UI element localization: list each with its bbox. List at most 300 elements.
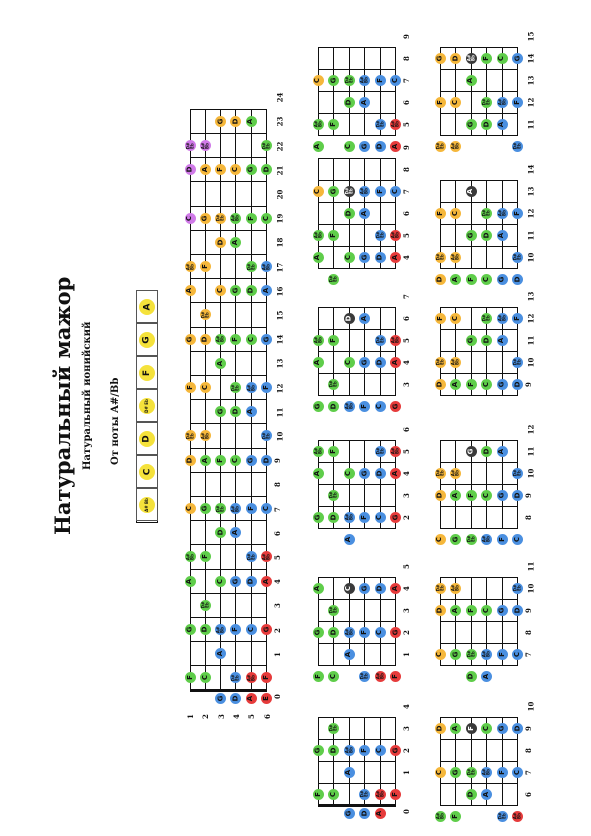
fret-number (401, 469, 411, 478)
fret-number (401, 54, 411, 63)
fret-number-text: 8 (401, 56, 411, 61)
fret-line (190, 665, 267, 666)
note-dot (359, 97, 370, 108)
note-label: F (185, 675, 194, 681)
note-dot (512, 490, 523, 501)
note-label: C (481, 492, 490, 498)
string-number (216, 712, 226, 721)
fret-number-text: 6 (401, 427, 411, 432)
note-dot (512, 468, 523, 479)
note-label: G (216, 408, 225, 415)
fret-number-text: 1 (401, 770, 411, 775)
note-dot (261, 430, 272, 441)
note-label: D (231, 408, 240, 415)
fret-line (440, 528, 518, 529)
note-label: F (313, 791, 322, 797)
note-dot (481, 119, 492, 130)
note-dot (390, 401, 401, 412)
note-dot (328, 745, 339, 756)
note-label: A (497, 121, 506, 127)
note-label: G (391, 514, 399, 520)
fret-line (318, 440, 396, 441)
note-dot (230, 285, 241, 296)
string-number-text: 4 (231, 714, 241, 719)
fret-number-text: 2 (272, 627, 282, 633)
fret-number-text: 9 (401, 145, 411, 150)
note-dot (313, 512, 324, 523)
scale-note-label: A (142, 303, 152, 310)
note-dot (344, 583, 355, 594)
note-dot (359, 401, 370, 412)
fret-line (190, 254, 267, 255)
note-dot (497, 274, 508, 285)
note-label: A (450, 725, 459, 731)
fret-number-text: 5 (401, 338, 411, 343)
note-label: C (344, 254, 353, 260)
note-dot (466, 230, 477, 241)
note-label: A# Bb (450, 358, 460, 366)
fret-line (440, 395, 518, 396)
note-dot (261, 213, 272, 224)
note-dot (328, 723, 339, 734)
fret-number-text: 22 (274, 141, 284, 151)
note-dot (359, 208, 370, 219)
note-dot (466, 379, 477, 390)
string-line (333, 158, 334, 268)
note-label: G (262, 626, 270, 633)
scale-note-cell (136, 488, 158, 521)
string-number-text: 2 (201, 714, 211, 719)
note-dot (313, 468, 324, 479)
note-label: D# Eb (359, 672, 369, 680)
fret-line (318, 246, 396, 247)
note-dot (215, 503, 226, 514)
note-label: D (435, 492, 444, 498)
note-label: A# Bb (215, 335, 225, 343)
note-dot (215, 406, 226, 417)
fret-number-text: 9 (523, 726, 533, 731)
note-dot (390, 230, 401, 241)
note-label: F (497, 651, 506, 657)
note-dot (328, 401, 339, 412)
scale-note-label: D# Eb (143, 398, 149, 413)
note-dot (512, 141, 523, 152)
note-dot (313, 75, 324, 86)
note-label: C (185, 215, 194, 221)
note-dot (466, 671, 477, 682)
note-dot (435, 357, 446, 368)
note-dot (328, 627, 339, 638)
note-dot (481, 335, 492, 346)
fret-number-text: 19 (274, 213, 284, 224)
note-label: D (435, 276, 444, 282)
fret-number-text: 20 (274, 189, 284, 200)
note-dot (328, 119, 339, 130)
note-label: G (329, 188, 337, 194)
note-label: G (200, 505, 209, 512)
note-dot (215, 693, 226, 704)
fret-number-text: 9 (401, 34, 411, 39)
fret-number-text: 15 (274, 310, 284, 321)
fret-number (401, 628, 411, 637)
note-label: C (450, 99, 459, 105)
note-dot (328, 446, 339, 457)
note-label: F (216, 457, 225, 463)
note-label: G (513, 55, 521, 61)
note-dot (435, 53, 446, 64)
note-dot (435, 313, 446, 324)
note-label: A (497, 232, 506, 238)
scale-note-cell (136, 389, 158, 422)
note-label: A (344, 536, 353, 542)
note-label: A# Bb (390, 231, 400, 239)
note-dot (261, 164, 272, 175)
note-dot (230, 624, 241, 635)
note-label: A (216, 650, 225, 657)
scale-note-label: G (141, 335, 152, 344)
fret-line (440, 47, 518, 48)
note-dot (435, 605, 446, 616)
note-dot (359, 186, 370, 197)
fret-line (440, 577, 518, 578)
note-dot (261, 672, 272, 683)
note-label: A (359, 99, 368, 105)
note-label: A# Bb (435, 812, 444, 820)
fret-number-text: 12 (274, 383, 284, 393)
fret-line (190, 157, 267, 158)
note-dot (512, 649, 523, 660)
note-dot (512, 208, 523, 219)
note-dot (185, 503, 196, 514)
note-label: D (375, 254, 384, 260)
note-label: G (360, 254, 368, 260)
fret-number-text: 14 (525, 164, 535, 175)
fret-number (275, 311, 285, 320)
note-dot (344, 401, 355, 412)
note-label: C (481, 725, 490, 731)
fret-number-text: 2 (401, 630, 411, 635)
fret-number (526, 253, 536, 262)
fret-number-text: 14 (274, 334, 284, 345)
note-label: C (512, 536, 521, 542)
string-line (349, 717, 350, 805)
note-dot (450, 208, 461, 219)
scale-note-cell (136, 356, 158, 389)
note-label: D# Eb (230, 384, 240, 391)
note-label: A# Bb (450, 142, 460, 150)
note-dot (435, 379, 446, 390)
note-label: D (329, 747, 337, 753)
note-label: A (200, 166, 209, 173)
fret-number-text: 3 (401, 382, 411, 387)
note-label: D (375, 143, 384, 149)
fret-number (275, 287, 285, 296)
string-line (333, 577, 334, 665)
note-dot (185, 624, 196, 635)
note-label: C (200, 675, 209, 681)
note-dot (375, 119, 386, 130)
string-line (502, 180, 503, 268)
note-dot (481, 208, 492, 219)
note-dot (450, 313, 461, 324)
fret-line (440, 783, 518, 784)
fret-number-text: 8 (523, 630, 533, 635)
note-label: C (261, 505, 270, 512)
note-dot (466, 490, 477, 501)
note-dot (200, 213, 211, 224)
fret-number-text: 7 (523, 770, 533, 775)
note-label: D# Eb (435, 253, 444, 261)
note-label: D# Eb (512, 142, 522, 150)
fret-number (401, 513, 411, 522)
fret-number-text: 8 (401, 167, 411, 172)
note-dot (450, 379, 461, 390)
fret-number-text: 2 (401, 515, 411, 520)
note-label: G (313, 747, 322, 753)
fret-line (440, 506, 518, 507)
note-dot (313, 357, 324, 368)
note-dot (328, 230, 339, 241)
note-label: C (313, 188, 322, 194)
note-dot (313, 671, 324, 682)
note-dot (512, 379, 523, 390)
note-label: D (344, 315, 353, 321)
string-line (318, 307, 319, 395)
note-label: A# Bb (344, 402, 353, 410)
note-label: F (375, 188, 384, 194)
note-dot (215, 116, 226, 127)
note-label: D# Eb (185, 142, 194, 149)
note-dot (466, 446, 477, 457)
fret-line (190, 206, 267, 207)
note-dot (328, 335, 339, 346)
note-dot (246, 503, 257, 514)
fret-line (318, 47, 396, 48)
note-label: D (185, 457, 194, 463)
fret-number (401, 253, 411, 262)
note-dot (512, 97, 523, 108)
note-label: A (375, 810, 384, 816)
fret-number-text: 10 (525, 252, 535, 263)
note-label: A# Bb (313, 336, 322, 344)
note-label: A (390, 585, 399, 591)
note-dot (359, 141, 370, 152)
fret-number (401, 562, 411, 571)
note-dot (512, 534, 523, 545)
note-label: G (391, 629, 399, 635)
note-label: G (451, 536, 459, 542)
fret-number (401, 76, 411, 85)
note-label: F (512, 315, 521, 321)
note-label: F (481, 55, 490, 61)
fret-number-text: 12 (525, 424, 535, 435)
note-dot (261, 285, 272, 296)
fret-line (318, 351, 396, 352)
note-dot (435, 811, 446, 822)
fret-line (440, 440, 518, 441)
note-label: D# Eb (246, 553, 256, 561)
note-dot (390, 252, 401, 263)
note-dot (481, 767, 492, 778)
fret-line (318, 761, 396, 762)
note-dot (344, 75, 355, 86)
note-dot (246, 576, 257, 587)
fret-line (440, 599, 518, 600)
note-label: C (390, 188, 399, 194)
note-label: C (185, 505, 194, 512)
note-dot (466, 789, 477, 800)
note-dot (450, 274, 461, 285)
note-label: A (216, 360, 225, 367)
note-label: A# Bb (359, 76, 369, 84)
note-dot (390, 186, 401, 197)
note-label: A# Bb (246, 674, 256, 682)
note-label: C (200, 384, 209, 391)
fret-number (401, 165, 411, 174)
note-dot (359, 808, 370, 819)
note-label: A (185, 578, 194, 584)
fret-number (401, 120, 411, 129)
fret-line (190, 327, 267, 328)
note-dot (375, 335, 386, 346)
note-dot (450, 605, 461, 616)
note-dot (246, 164, 257, 175)
note-label: F (328, 121, 337, 127)
note-label: A# Bb (313, 447, 322, 455)
note-label: D# Eb (344, 76, 353, 84)
fret-line (190, 181, 267, 182)
note-label: A# Bb (200, 142, 210, 149)
fret-number (523, 513, 533, 522)
note-label: A (359, 315, 368, 321)
note-dot (230, 213, 241, 224)
fret-number-text: 15 (525, 31, 535, 42)
note-label: D (200, 336, 209, 342)
fret-line (318, 484, 396, 485)
note-dot (375, 252, 386, 263)
fret-number (401, 702, 411, 711)
fret-number (523, 724, 533, 733)
fret-number-text: 8 (523, 515, 533, 520)
note-dot (261, 334, 272, 345)
fret-number-text: 4 (272, 579, 282, 585)
note-dot (497, 723, 508, 734)
note-dot (466, 119, 477, 130)
note-dot (185, 551, 196, 562)
fret-line (318, 599, 396, 600)
scale-note-cell (136, 455, 158, 488)
note-label: A# Bb (344, 513, 353, 521)
note-label: F (231, 336, 240, 342)
note-label: A# Bb (375, 790, 384, 798)
note-label: A# Bb (185, 553, 194, 561)
note-dot (359, 468, 370, 479)
string-line (380, 307, 381, 395)
fret-number-text: 10 (525, 357, 535, 368)
fret-number (401, 584, 411, 593)
note-dot (246, 116, 257, 127)
fret-number (275, 359, 285, 368)
note-label: C (231, 457, 240, 463)
fret-number-text: 12 (525, 97, 535, 108)
note-label: D# Eb (200, 601, 210, 609)
note-dot (344, 649, 355, 660)
note-dot (435, 252, 446, 263)
note-label: A# Bb (344, 746, 353, 754)
note-label: D# Eb (200, 311, 210, 319)
string-line (349, 47, 350, 135)
fret-number (526, 76, 536, 85)
fret-number (526, 187, 536, 196)
fret-line (318, 395, 396, 396)
note-label: G (231, 578, 240, 584)
fret-number (523, 790, 533, 799)
fret-line (440, 307, 518, 308)
fret-number (526, 32, 536, 41)
fret-number-text: 8 (523, 748, 533, 753)
note-label: F (246, 215, 255, 221)
note-dot (246, 213, 257, 224)
note-dot (375, 75, 386, 86)
note-label: D# Eb (435, 584, 444, 592)
fret-number-text: 17 (274, 262, 284, 272)
note-dot (200, 382, 211, 393)
note-dot (215, 237, 226, 248)
note-dot (185, 576, 196, 587)
fret-number (272, 480, 282, 489)
fret-number (275, 335, 285, 344)
note-label: G (360, 359, 368, 365)
note-dot (344, 97, 355, 108)
fret-number (526, 98, 536, 107)
note-label: D# Eb (481, 314, 491, 322)
note-dot (215, 213, 226, 224)
note-label: A# Bb (261, 263, 271, 270)
fret-number-text: 8 (272, 482, 282, 488)
root-note-label: От ноты A#/Bb (110, 377, 121, 465)
fret-line (318, 135, 396, 136)
note-dot (328, 490, 339, 501)
note-dot (375, 745, 386, 756)
fret-line (318, 462, 396, 463)
note-dot (261, 624, 272, 635)
note-label: D (513, 725, 521, 731)
note-label: A# Bb (390, 120, 400, 128)
fret-line (440, 91, 518, 92)
fret-line (318, 665, 396, 666)
note-label: C (450, 315, 459, 321)
fret-number (275, 93, 285, 102)
note-label: G (466, 232, 475, 238)
note-dot (185, 455, 196, 466)
note-dot (390, 789, 401, 800)
note-label: C (344, 359, 353, 365)
string-line (455, 440, 456, 528)
note-dot (344, 627, 355, 638)
fret-number-text: 7 (401, 294, 411, 299)
fret-line (190, 593, 267, 594)
fret-line (440, 739, 518, 740)
note-label: F (216, 167, 225, 173)
note-dot (200, 334, 211, 345)
fret-line (318, 202, 396, 203)
note-label: D (466, 673, 475, 679)
string-line (364, 47, 365, 135)
note-dot (497, 534, 508, 545)
note-dot (215, 576, 226, 587)
note-label: D (200, 626, 209, 633)
string-line (220, 109, 221, 690)
